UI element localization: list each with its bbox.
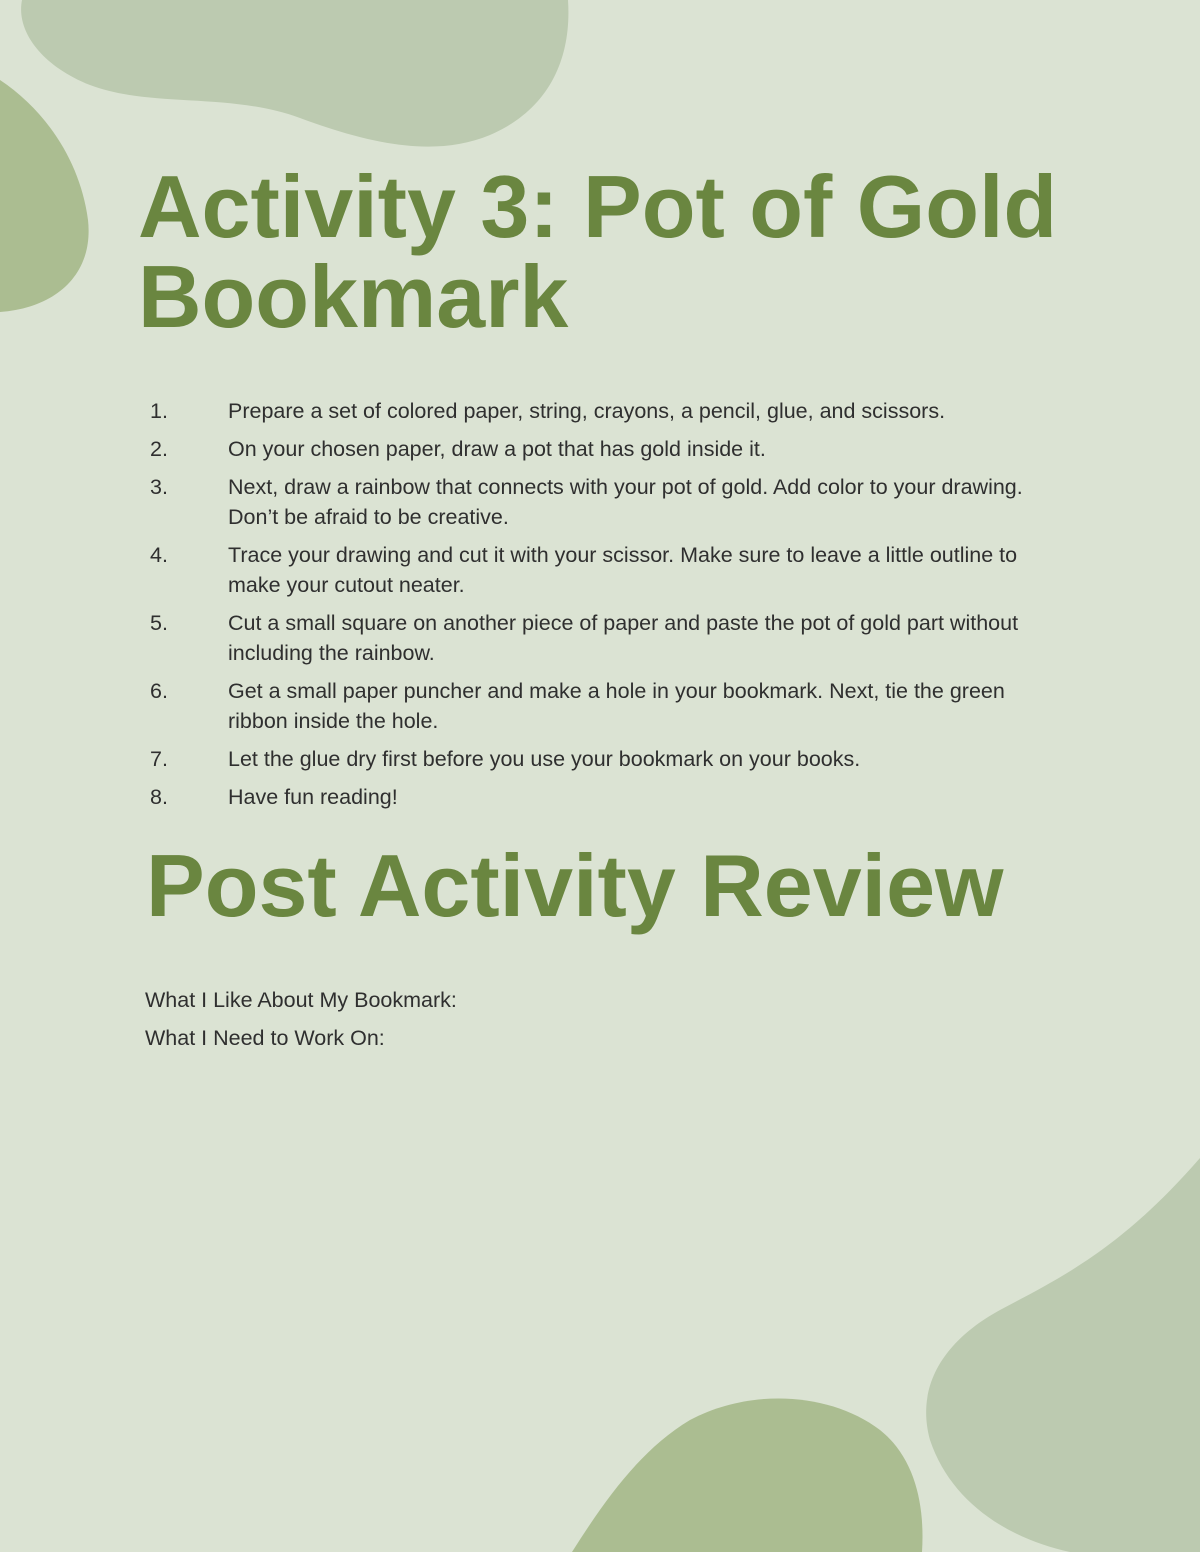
step-number: 5. <box>150 611 168 635</box>
list-item <box>150 396 1050 426</box>
step-number: 7. <box>150 747 168 771</box>
step-number: 6. <box>150 679 168 703</box>
step-text: On your chosen paper, draw a pot that has gold inside it. <box>228 437 766 461</box>
step-number: 4. <box>150 543 168 567</box>
step-text: Trace your drawing and cut it with your scissor. Make sure to leave a little outline to make your cutout neater. <box>228 543 1018 597</box>
review-section-title: Post Activity Review <box>146 836 1004 935</box>
step-text: Next, draw a rainbow that connects with your pot of gold. Add color to your drawing. Don’t be afraid to be creative. <box>228 475 1023 529</box>
instruction-list <box>150 396 1050 820</box>
list-item <box>150 782 1050 812</box>
step-text: Prepare a set of colored paper, string, crayons, a pencil, glue, and scissors. <box>228 399 946 423</box>
step-number: 2. <box>150 437 168 461</box>
list-item <box>150 676 1050 736</box>
list-item <box>150 540 1050 600</box>
step-text: Get a small paper puncher and make a hole in your bookmark. Next, tie the green ribbon inside the hole. <box>228 679 1005 733</box>
step-number: 1. <box>150 399 168 423</box>
list-item <box>150 434 1050 464</box>
page-title: Activity 3: Pot of Gold Bookmark <box>138 157 1058 346</box>
step-number: 3. <box>150 475 168 499</box>
list-item <box>150 608 1050 668</box>
step-number: 8. <box>150 785 168 809</box>
step-text: Let the glue dry first before you use your bookmark on your books. <box>228 747 861 771</box>
review-prompt-improve: What I Need to Work On: <box>145 1026 385 1050</box>
list-item <box>150 744 1050 774</box>
step-text: Have fun reading! <box>228 785 398 809</box>
list-item <box>150 472 1050 532</box>
review-prompt-likes: What I Like About My Bookmark: <box>145 988 457 1012</box>
step-text: Cut a small square on another piece of paper and paste the pot of gold part without including the rainbow. <box>228 611 1019 665</box>
review-prompts <box>145 985 945 1061</box>
